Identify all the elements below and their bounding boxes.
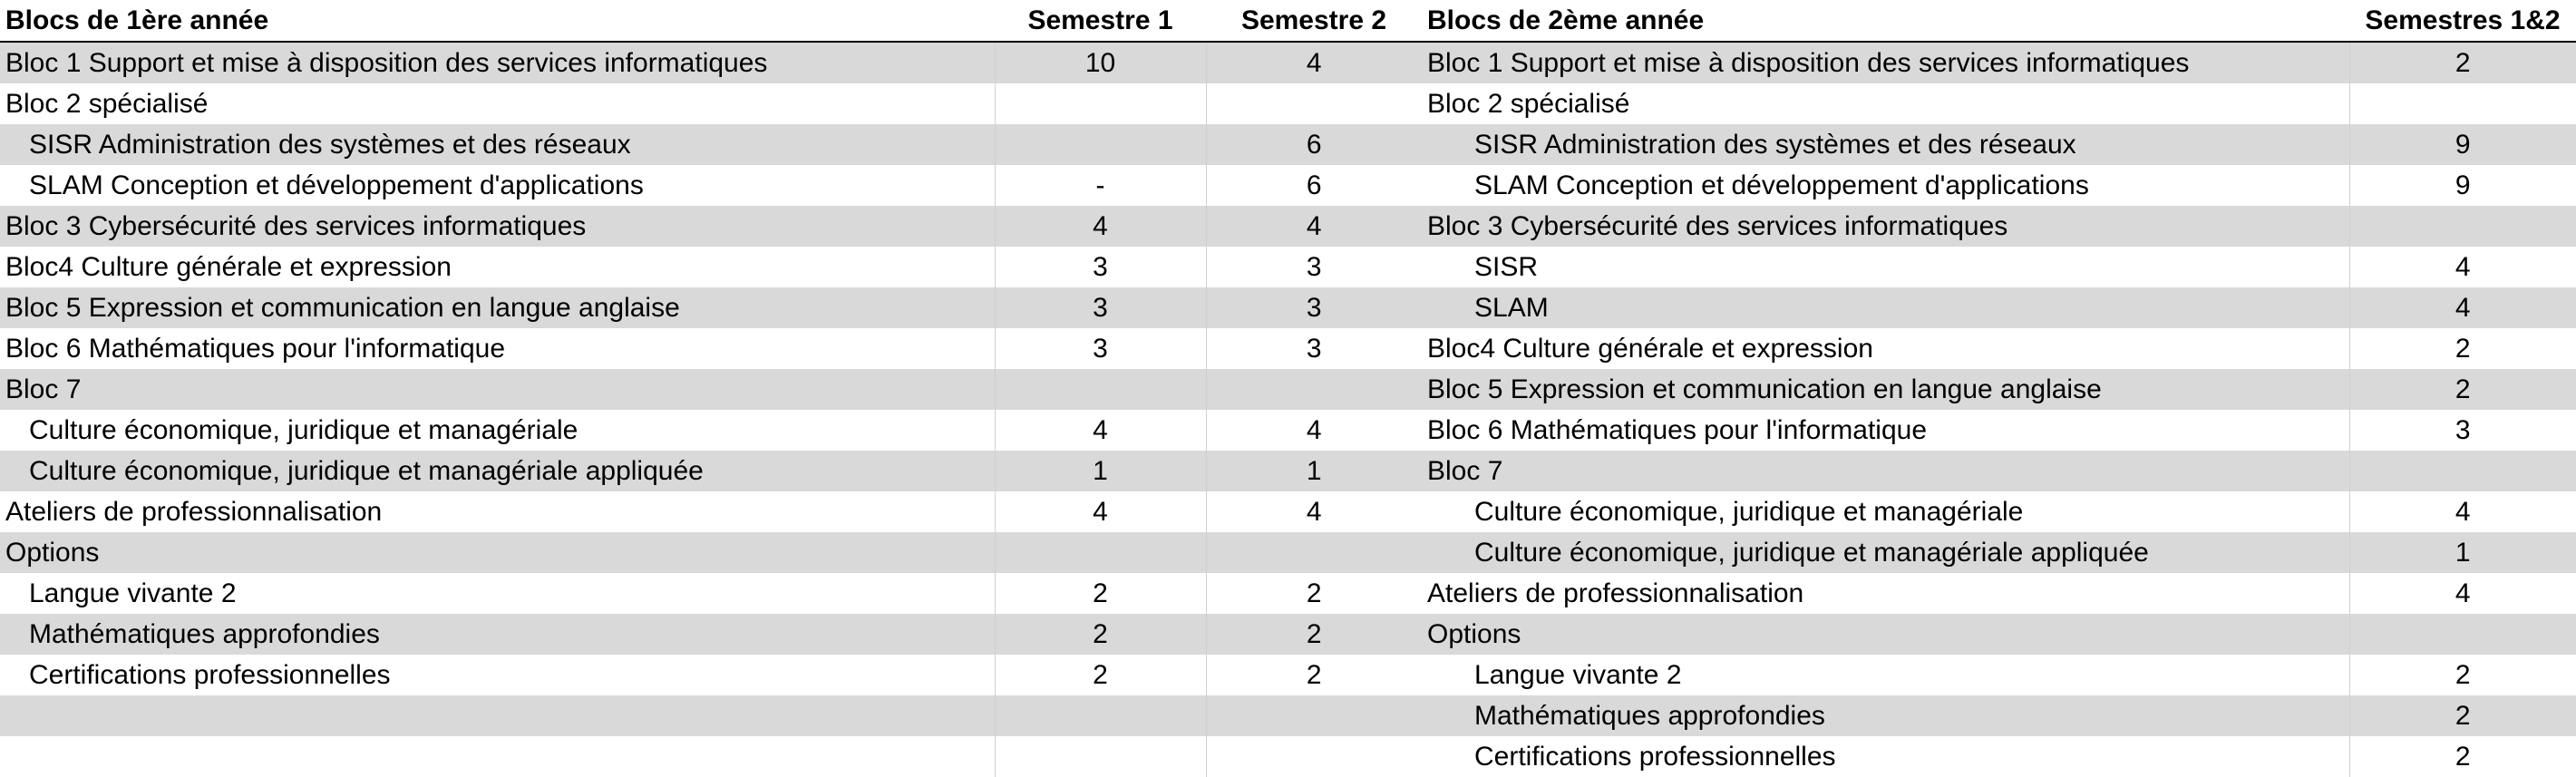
row-label[interactable] bbox=[0, 695, 995, 736]
cell-s1[interactable]: 4 bbox=[995, 410, 1206, 451]
table-row bbox=[0, 573, 1422, 614]
cell-s12[interactable]: 2 bbox=[2349, 369, 2576, 410]
semestres-1-2-header[interactable]: Semestres 1&2 bbox=[2349, 0, 2576, 42]
row-label[interactable]: Bloc 2 spécialisé bbox=[1427, 89, 1630, 119]
cell-s12[interactable]: 1 bbox=[2349, 532, 2576, 573]
row-label[interactable]: Bloc 2 spécialisé bbox=[5, 89, 209, 119]
cell-s1[interactable]: - bbox=[995, 165, 1206, 206]
cell-s2[interactable] bbox=[1206, 83, 1422, 124]
table-row bbox=[0, 532, 1422, 573]
cell-s1[interactable] bbox=[995, 532, 1206, 573]
row-label[interactable]: Options bbox=[0, 532, 995, 573]
cell-s12[interactable]: 2 bbox=[2349, 328, 2576, 369]
row-label[interactable]: Bloc 5 Expression et communication en langue anglaise bbox=[0, 287, 995, 328]
row-label[interactable]: Bloc 6 Mathématiques pour l'informatique bbox=[1427, 415, 1928, 445]
row-label[interactable]: SISR bbox=[1474, 252, 1539, 282]
table-row bbox=[1422, 247, 2576, 287]
table-row bbox=[1422, 124, 2576, 165]
table-row bbox=[1422, 369, 2576, 410]
cell-s12[interactable] bbox=[2349, 614, 2576, 655]
cell-s12[interactable]: 2 bbox=[2349, 695, 2576, 736]
row-label[interactable]: Bloc 7 bbox=[0, 369, 995, 410]
cell-s1[interactable] bbox=[995, 695, 1206, 736]
table-row bbox=[1422, 491, 2576, 532]
table-row bbox=[0, 369, 1422, 410]
second-year-header[interactable]: Blocs de 2ème année bbox=[1422, 0, 2349, 42]
cell-s2[interactable]: 4 bbox=[1206, 410, 1422, 451]
cell-s1[interactable]: 2 bbox=[995, 573, 1206, 614]
row-label[interactable]: Bloc4 Culture générale et expression bbox=[5, 252, 452, 282]
table-row bbox=[0, 83, 1422, 124]
cell-s1[interactable]: 2 bbox=[995, 614, 1206, 655]
cell-s2[interactable]: 3 bbox=[1206, 287, 1422, 328]
row-label[interactable]: Bloc 3 Cybersécurité des services informatiques bbox=[0, 206, 995, 247]
cell-s1[interactable] bbox=[995, 124, 1206, 165]
table-row bbox=[1422, 655, 2576, 695]
table-row bbox=[0, 736, 1422, 777]
cell-s1[interactable]: 1 bbox=[995, 451, 1206, 491]
table-row bbox=[1422, 532, 2576, 573]
row-label[interactable]: Certifications professionnelles bbox=[1474, 742, 1836, 772]
second-year-rows bbox=[1422, 42, 2576, 777]
semestre-2-header[interactable]: Semestre 2 bbox=[1206, 0, 1422, 42]
table-row bbox=[1422, 328, 2576, 369]
header-row bbox=[1422, 0, 2576, 42]
row-label[interactable] bbox=[0, 736, 995, 777]
first-year-rows bbox=[0, 42, 1422, 777]
cell-s2[interactable]: 1 bbox=[1206, 451, 1422, 491]
semestre-1-header[interactable]: Semestre 1 bbox=[995, 0, 1206, 42]
table-row bbox=[0, 451, 1422, 491]
cell-s2[interactable] bbox=[1206, 695, 1422, 736]
cell-s1[interactable] bbox=[995, 83, 1206, 124]
cell-s2[interactable]: 2 bbox=[1206, 655, 1422, 695]
second-year-table bbox=[1422, 0, 2576, 777]
table-row bbox=[0, 491, 1422, 532]
cell-s12[interactable]: 4 bbox=[2349, 287, 2576, 328]
cell-s1[interactable]: 3 bbox=[995, 247, 1206, 287]
cell-s2[interactable]: 4 bbox=[1206, 42, 1422, 83]
cell-s2[interactable]: 4 bbox=[1206, 491, 1422, 532]
cell-s12[interactable]: 2 bbox=[2349, 42, 2576, 83]
row-label[interactable]: SLAM Conception et développement d'applications bbox=[1474, 170, 2089, 200]
cell-s1[interactable]: 4 bbox=[995, 206, 1206, 247]
cell-s2[interactable] bbox=[1206, 532, 1422, 573]
row-label[interactable]: Culture économique, juridique et managériale appliquée bbox=[0, 451, 995, 491]
row-label[interactable]: Ateliers de professionnalisation bbox=[1427, 578, 1804, 608]
table-row bbox=[1422, 165, 2576, 206]
row-label[interactable]: Bloc 1 Support et mise à disposition des services informatiques bbox=[0, 42, 995, 83]
cell-s12[interactable]: 2 bbox=[2349, 655, 2576, 695]
cell-s1[interactable]: 2 bbox=[995, 655, 1206, 695]
cell-s12[interactable]: 3 bbox=[2349, 410, 2576, 451]
table-row bbox=[0, 655, 1422, 695]
table-row bbox=[0, 42, 1422, 83]
cell-s1[interactable]: 4 bbox=[995, 491, 1206, 532]
table-row bbox=[1422, 695, 2576, 736]
row-label[interactable]: Certifications professionnelles bbox=[29, 660, 391, 690]
table-row bbox=[0, 328, 1422, 369]
cell-s1[interactable] bbox=[995, 369, 1206, 410]
table-row bbox=[0, 206, 1422, 247]
row-label[interactable]: Mathématiques approfondies bbox=[1422, 695, 2349, 736]
cell-s12[interactable] bbox=[2349, 451, 2576, 491]
table-row bbox=[0, 287, 1422, 328]
row-label[interactable]: Bloc 5 Expression et communication en langue anglaise bbox=[1422, 369, 2349, 410]
table-row bbox=[0, 165, 1422, 206]
table-row bbox=[0, 247, 1422, 287]
row-label[interactable]: Culture économique, juridique et managériale bbox=[29, 415, 578, 445]
cell-s12[interactable] bbox=[2349, 83, 2576, 124]
row-label[interactable]: SISR Administration des systèmes et des réseaux bbox=[0, 124, 995, 165]
table-row bbox=[1422, 410, 2576, 451]
cell-s1[interactable]: 3 bbox=[995, 287, 1206, 328]
row-label[interactable]: Langue vivante 2 bbox=[29, 578, 237, 608]
row-label[interactable]: Bloc 7 bbox=[1422, 451, 2349, 491]
cell-s1[interactable]: 3 bbox=[995, 328, 1206, 369]
row-label[interactable]: SISR Administration des systèmes et des réseaux bbox=[1422, 124, 2349, 165]
table-row bbox=[1422, 287, 2576, 328]
cell-s2[interactable]: 2 bbox=[1206, 614, 1422, 655]
table-row bbox=[0, 124, 1422, 165]
table-row bbox=[0, 695, 1422, 736]
row-label[interactable]: Culture économique, juridique et managériale appliquée bbox=[1422, 532, 2349, 573]
row-label[interactable]: Bloc4 Culture générale et expression bbox=[1427, 334, 1873, 364]
table-row bbox=[0, 410, 1422, 451]
row-label[interactable]: Langue vivante 2 bbox=[1474, 660, 1682, 690]
row-label[interactable]: Options bbox=[1422, 614, 2349, 655]
table-row bbox=[1422, 42, 2576, 83]
table-row bbox=[1422, 451, 2576, 491]
cell-s2[interactable]: 3 bbox=[1206, 328, 1422, 369]
row-label[interactable]: Bloc 6 Mathématiques pour l'informatique bbox=[5, 334, 506, 364]
cell-s2[interactable] bbox=[1206, 369, 1422, 410]
table-row bbox=[1422, 573, 2576, 614]
row-label[interactable]: Ateliers de professionnalisation bbox=[5, 497, 383, 527]
row-label[interactable]: SLAM Conception et développement d'applications bbox=[29, 170, 644, 200]
table-row bbox=[0, 614, 1422, 655]
cell-s12[interactable]: 4 bbox=[2349, 491, 2576, 532]
cell-s2[interactable]: 3 bbox=[1206, 247, 1422, 287]
cell-s1[interactable] bbox=[995, 736, 1206, 777]
cell-s12[interactable] bbox=[2349, 206, 2576, 247]
row-label[interactable]: Bloc 3 Cybersécurité des services informatiques bbox=[1422, 206, 2349, 247]
table-row bbox=[1422, 614, 2576, 655]
cell-s2[interactable] bbox=[1206, 736, 1422, 777]
cell-s2[interactable]: 4 bbox=[1206, 206, 1422, 247]
cell-s12[interactable]: 4 bbox=[2349, 573, 2576, 614]
cell-s2[interactable]: 2 bbox=[1206, 573, 1422, 614]
row-label[interactable]: Bloc 1 Support et mise à disposition des services informatiques bbox=[1422, 42, 2349, 83]
cell-s12[interactable]: 9 bbox=[2349, 124, 2576, 165]
row-label[interactable]: SLAM bbox=[1422, 287, 2349, 328]
cell-s2[interactable]: 6 bbox=[1206, 165, 1422, 206]
cell-s1[interactable]: 10 bbox=[995, 42, 1206, 83]
cell-s12[interactable]: 4 bbox=[2349, 247, 2576, 287]
header-row bbox=[0, 0, 1422, 42]
row-label[interactable]: Mathématiques approfondies bbox=[0, 614, 995, 655]
table-row bbox=[1422, 736, 2576, 777]
cell-s12[interactable]: 2 bbox=[2349, 736, 2576, 777]
cell-s2[interactable]: 6 bbox=[1206, 124, 1422, 165]
table-row bbox=[1422, 206, 2576, 247]
table-row bbox=[1422, 83, 2576, 124]
row-label[interactable]: Culture économique, juridique et managériale bbox=[1474, 497, 2024, 527]
cell-s12[interactable]: 9 bbox=[2349, 165, 2576, 206]
first-year-header[interactable]: Blocs de 1ère année bbox=[0, 0, 995, 42]
